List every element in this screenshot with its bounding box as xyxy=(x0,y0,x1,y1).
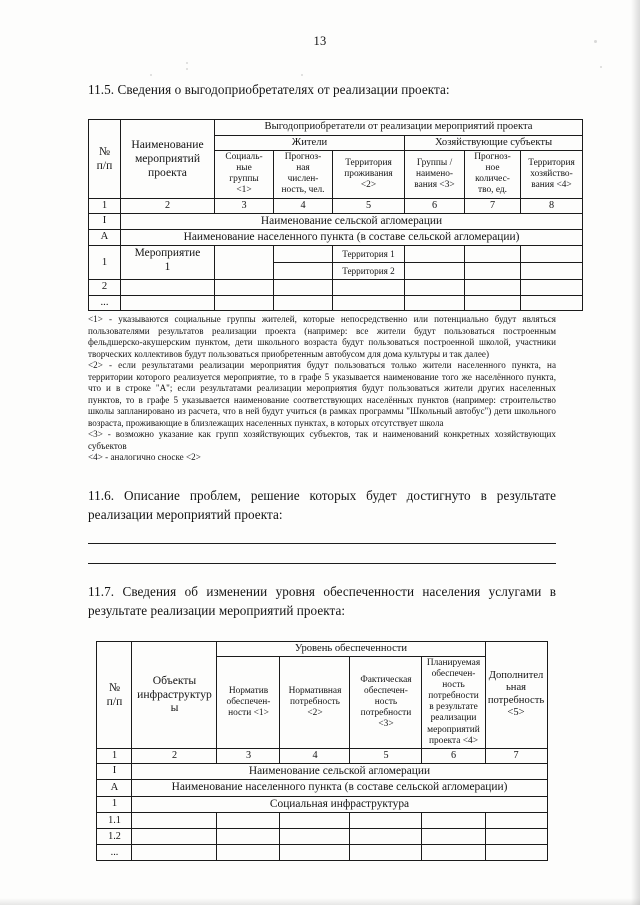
col-number: 5 xyxy=(333,198,405,213)
row-agglomeration-name: Наименование сельской агломерации xyxy=(121,213,583,229)
hdr-line: Группы / xyxy=(416,157,453,168)
hdr-line: ные xyxy=(236,163,252,174)
col-number: 7 xyxy=(485,748,547,763)
hdr-line: мероприятий xyxy=(427,724,480,735)
row-number: ... xyxy=(97,845,132,861)
hdr-line: <5> xyxy=(507,707,525,719)
cell-planned-provision[interactable] xyxy=(422,813,485,829)
row-number: 1 xyxy=(89,246,121,280)
cell-residence-territory[interactable] xyxy=(333,295,405,311)
hdr-line: Дополнительная xyxy=(488,669,544,694)
hdr-line: Территория xyxy=(528,157,575,168)
hdr-line: тво, ед. xyxy=(478,185,507,196)
row-number: I xyxy=(89,213,121,229)
header-provision-standard xyxy=(217,657,280,749)
table-row xyxy=(89,280,583,296)
cell-groups-names[interactable] xyxy=(405,280,465,296)
table-numbering-row xyxy=(97,748,547,763)
table-numbering-row xyxy=(89,198,583,213)
row-number: 1.1 xyxy=(97,813,132,829)
header-provision-level: Уровень обеспеченности xyxy=(217,641,485,657)
table-row xyxy=(97,763,547,779)
footnote-1: <1> - указываются социальные группы жителей, которые непосредственно или потенциально будут являться пользователями результатов реализации проекта (например: все жители будут пользоваться построенным фельдшерско-акушерским пунктом, дети школьного возраста будут пользоваться построенной школой, участники творческих коллективов будут пользоваться приобретенным автобусом для дома культуры и так далее) xyxy=(88,314,556,359)
table-row xyxy=(97,829,547,845)
activity-line2: 1 xyxy=(164,260,171,273)
footnote-4: <4> - аналогично сноске <2> xyxy=(88,452,201,463)
hdr-line: хозяйство- xyxy=(530,168,573,179)
hdr-line: <1> xyxy=(236,185,252,196)
cell-territory-1[interactable]: Территория 1 xyxy=(333,246,405,263)
header-no-pp-line1: № xyxy=(98,145,111,159)
cell-forecast-quantity[interactable] xyxy=(465,246,521,263)
hdr-line: Нормативная xyxy=(288,685,342,696)
header-no-pp xyxy=(97,641,132,748)
hdr-line: наимено- xyxy=(415,168,454,179)
row-number: A xyxy=(97,780,132,796)
scan-speck xyxy=(600,66,602,68)
cell-business-territory[interactable] xyxy=(521,263,583,280)
footnotes-block xyxy=(88,314,556,464)
cell-additional-need[interactable] xyxy=(485,813,547,829)
cell-forecast-quantity[interactable] xyxy=(465,280,521,296)
header-social-groups xyxy=(215,151,274,198)
header-beneficiaries: Выгодоприобретатели от реализации мероприятий проекта xyxy=(215,120,583,136)
header-no-pp-line2: п/п xyxy=(96,158,113,172)
cell-planned-provision[interactable] xyxy=(422,829,485,845)
table-header-row xyxy=(97,641,547,657)
table-row xyxy=(97,813,547,829)
cell-social-groups[interactable] xyxy=(215,246,274,280)
hdr-line: ность xyxy=(442,680,465,691)
beneficiaries-table xyxy=(88,119,583,311)
hdr-line: ности <1> xyxy=(228,707,269,718)
row-settlement-name: Наименование населенного пункта (в составе сельской агломерации) xyxy=(121,230,583,246)
col-number: 6 xyxy=(405,198,465,213)
hdr-line: ность xyxy=(374,696,398,707)
hdr-line: Территория xyxy=(345,157,392,168)
cell-business-territory[interactable] xyxy=(521,246,583,263)
cell-groups-names[interactable] xyxy=(405,295,465,311)
cell-territory-2[interactable]: Территория 2 xyxy=(333,263,405,280)
hdr-line: потребность xyxy=(290,696,340,707)
hdr-line: проживания xyxy=(344,168,393,179)
row-number: 1.2 xyxy=(97,829,132,845)
header-economic-entities: Хозяйствующие субъекты xyxy=(405,135,583,151)
hdr-line: количес- xyxy=(475,174,510,185)
col-number: 1 xyxy=(97,748,132,763)
col-number: 2 xyxy=(132,748,217,763)
cell-residence-territory[interactable] xyxy=(333,280,405,296)
row-number: I xyxy=(97,763,132,779)
col-number: 5 xyxy=(350,748,422,763)
col-number: 2 xyxy=(121,198,215,213)
section-heading-11-6: 11.6. Описание проблем, решение которых будет достигнуто в результате реализации мероприятий проекта: xyxy=(88,487,556,523)
hdr-line: Прогноз- xyxy=(284,152,322,163)
col-number: 1 xyxy=(89,198,121,213)
scan-edge-shadow-bottom xyxy=(0,898,640,905)
row-agglomeration-name: Наименование сельской агломерации xyxy=(132,763,547,779)
cell-standard-need[interactable] xyxy=(280,845,350,861)
hdr-line: Планируемая xyxy=(426,658,481,669)
cell-provision-standard[interactable] xyxy=(217,813,280,829)
row-number: 1 xyxy=(97,796,132,812)
hdr-line: обеспечен- xyxy=(364,685,408,696)
cell-forecast-quantity[interactable] xyxy=(465,295,521,311)
footnote-3: <3> - возможно указание как групп хозяйствующих субъектов, так и наименований конкретных хозяйствующих субъектов xyxy=(88,429,556,451)
cell-forecast-quantity[interactable] xyxy=(465,263,521,280)
hdr-line: потребность xyxy=(487,694,545,706)
hdr-line: ность, чел. xyxy=(281,185,325,196)
hdr-line: числен- xyxy=(287,174,319,185)
cell-activity-name[interactable] xyxy=(121,295,215,311)
col-number: 7 xyxy=(465,198,521,213)
header-actual-provision xyxy=(350,657,422,749)
cell-actual-provision[interactable] xyxy=(350,845,422,861)
hdr-line: вания <3> xyxy=(414,179,455,190)
row-social-infrastructure: Социальная инфраструктура xyxy=(132,796,547,812)
cell-planned-provision[interactable] xyxy=(422,845,485,861)
cell-business-territory[interactable] xyxy=(521,295,583,311)
hdr-line: проекта <4> xyxy=(428,735,479,746)
cell-provision-standard[interactable] xyxy=(217,845,280,861)
cell-groups-names[interactable] xyxy=(405,246,465,263)
hdr-line: ное xyxy=(485,163,500,174)
scan-speck xyxy=(186,68,188,70)
hdr-line: Социаль- xyxy=(225,152,263,163)
cell-standard-need[interactable] xyxy=(280,829,350,845)
cell-actual-provision[interactable] xyxy=(350,829,422,845)
row-activity-label xyxy=(121,246,215,280)
col-number: 3 xyxy=(217,748,280,763)
cell-forecast-population[interactable] xyxy=(274,246,333,263)
hdr-line: обеспечен- xyxy=(226,696,271,707)
cell-groups-names[interactable] xyxy=(405,263,465,280)
activity-line1: Мероприятие xyxy=(134,247,201,260)
header-forecast-quantity xyxy=(465,151,521,198)
table-row xyxy=(97,780,547,796)
header-planned-provision xyxy=(422,657,485,749)
hdr-line: ная xyxy=(296,163,310,174)
col-number: 4 xyxy=(274,198,333,213)
provision-level-table xyxy=(96,641,547,862)
header-activity-name: Наименование мероприятий проекта xyxy=(121,120,215,198)
cell-activity-name[interactable] xyxy=(121,280,215,296)
cell-forecast-population[interactable] xyxy=(274,295,333,311)
hdr-line: <2> xyxy=(360,179,377,190)
cell-social-groups[interactable] xyxy=(215,295,274,311)
cell-actual-provision[interactable] xyxy=(350,813,422,829)
row-number: A xyxy=(89,230,121,246)
hdr-line: <3> xyxy=(378,719,394,730)
scan-edge-shadow-right xyxy=(631,0,640,905)
header-additional-need xyxy=(485,641,547,748)
cell-infrastructure-object[interactable] xyxy=(132,813,217,829)
section-heading-11-5: 11.5. Сведения о выгодоприобретателях от реализации проекта: xyxy=(88,82,450,97)
header-infrastructure-objects xyxy=(132,641,217,748)
header-forecast-population xyxy=(274,151,333,198)
header-standard-need xyxy=(280,657,350,749)
hdr-line: Норматив xyxy=(228,685,269,696)
cell-additional-need[interactable] xyxy=(485,845,547,861)
scan-speck xyxy=(186,62,188,64)
cell-business-territory[interactable] xyxy=(521,280,583,296)
cell-infrastructure-object[interactable] xyxy=(132,845,217,861)
header-no-pp-line1: № xyxy=(108,680,121,694)
hdr-line: реализации xyxy=(430,713,477,724)
cell-standard-need[interactable] xyxy=(280,813,350,829)
table-row xyxy=(89,246,583,263)
cell-forecast-population[interactable] xyxy=(274,263,333,280)
header-residence-territory xyxy=(333,151,405,198)
hdr-line: группы xyxy=(229,174,259,185)
header-residents: Жители xyxy=(215,135,405,151)
col-number: 6 xyxy=(422,748,485,763)
cell-provision-standard[interactable] xyxy=(217,829,280,845)
hdr-line: Фактическая xyxy=(360,674,412,685)
header-groups-names xyxy=(405,151,465,198)
header-business-territory xyxy=(521,151,583,198)
cell-social-groups[interactable] xyxy=(215,280,274,296)
scan-speck xyxy=(150,74,152,76)
cell-infrastructure-object[interactable] xyxy=(132,829,217,845)
header-no-pp-line2: п/п xyxy=(106,694,123,708)
table-row xyxy=(97,845,547,861)
col-number: 8 xyxy=(521,198,583,213)
cell-forecast-population[interactable] xyxy=(274,280,333,296)
row-number: 2 xyxy=(89,280,121,296)
row-number: ... xyxy=(89,295,121,311)
hdr-line: в результате xyxy=(429,702,478,713)
hdr-line: инфраструктуры xyxy=(137,687,212,715)
header-no-pp xyxy=(89,120,121,198)
table-row xyxy=(89,295,583,311)
scan-speck xyxy=(301,74,303,76)
row-settlement-name: Наименование населенного пункта (в составе сельской агломерации) xyxy=(132,780,547,796)
table-row xyxy=(89,213,583,229)
hdr-line: <2> xyxy=(307,707,323,718)
page-number: 13 xyxy=(313,34,327,48)
hdr-line: потребности xyxy=(360,707,412,718)
hdr-line: вания <4> xyxy=(531,179,572,190)
table-row xyxy=(89,230,583,246)
table-header-row xyxy=(89,120,583,136)
table-row xyxy=(97,796,547,812)
footnote-2: <2> - если результатами реализации мероприятия будут пользоваться только жители населенного пункта, на территории которого реализуется мероприятие, то в графе 5 указывается наименование того же населённого пункта, что и в строке "А"; если результатами реализации мероприятия будут пользоваться жители других населенных пунктов, то в графе 5 указывается наименование соответствующих населённых пунктов (например: строительство школы запланировано из расчета, что в ней будут учиться (в рамках программы "Школьный автобус") дети школьного возраста, проживающие в близлежащих населенных пунктах, в которых отсутствует школа xyxy=(88,360,556,428)
col-number: 4 xyxy=(280,748,350,763)
page-content xyxy=(88,80,575,861)
hdr-line: обеспечен- xyxy=(431,669,476,680)
cell-additional-need[interactable] xyxy=(485,829,547,845)
scan-speck xyxy=(594,40,597,43)
answer-line-1[interactable] xyxy=(88,543,556,544)
section-heading-11-7: 11.7. Сведения об изменении уровня обеспеченности населения услугами в результате реализации мероприятий проекта: xyxy=(88,584,556,619)
col-number: 3 xyxy=(215,198,274,213)
hdr-line: Прогноз- xyxy=(474,152,511,163)
hdr-line: потребности xyxy=(428,691,479,702)
hdr-line: Объекты xyxy=(152,674,197,688)
